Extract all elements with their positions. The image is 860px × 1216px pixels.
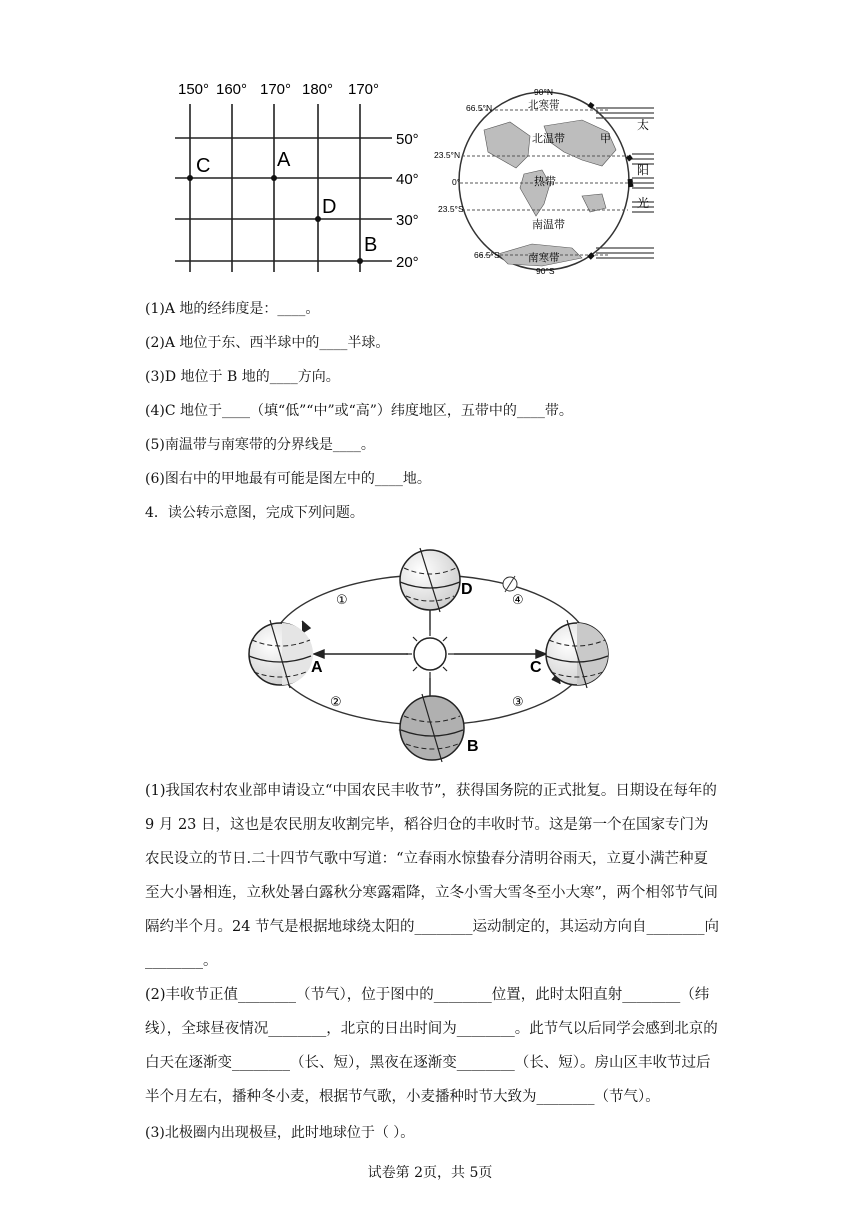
lat-90n: 90°N bbox=[534, 87, 553, 97]
lat-90s: 90°S bbox=[536, 266, 555, 276]
position-b-label: B bbox=[467, 738, 479, 755]
lat-23n: 23.5°N bbox=[434, 150, 461, 160]
segment-3-label: ③ bbox=[512, 694, 524, 709]
lat-label: 50° bbox=[396, 131, 419, 148]
zone-north-frigid: 北寒带 bbox=[528, 99, 560, 111]
earth-revolution-diagram bbox=[240, 530, 620, 770]
zone-tropic: 热带 bbox=[534, 176, 556, 188]
earth-b bbox=[400, 694, 464, 762]
q4-title: 4．读公转示意图，完成下列问题。 bbox=[145, 505, 364, 521]
point-c bbox=[187, 175, 193, 181]
point-d bbox=[315, 216, 321, 222]
zone-north-temperate: 北温带 bbox=[532, 133, 565, 145]
zone-south-frigid: 南寒带 bbox=[528, 252, 560, 264]
point-a bbox=[271, 175, 277, 181]
sun-icon bbox=[406, 630, 454, 678]
lat-label: 20° bbox=[396, 254, 419, 271]
lat-label: 40° bbox=[396, 171, 419, 188]
point-d-label: D bbox=[322, 196, 337, 218]
climate-zones-figure bbox=[432, 84, 664, 276]
q4-paragraph-2: (2)丰收节正值________（节气），位于图中的________位置，此时太阳直射________（纬线），全球昼夜情况________，北京的日出时间为________。此节气以后同学会感到北京的白天在逐渐变________（长、短），黑夜在逐渐变________（长、短）。房山区丰收节过后半个月左右，播种冬小麦，根据节气歌，小麦播种时节大致为________（节气）。 bbox=[145, 987, 718, 1105]
place-jia: 甲 bbox=[600, 133, 611, 145]
position-d-label: D bbox=[461, 581, 473, 598]
lat-label: 30° bbox=[396, 212, 419, 229]
position-a-label: A bbox=[311, 659, 323, 676]
point-c-label: C bbox=[196, 155, 211, 177]
point-b bbox=[357, 258, 363, 264]
position-c-label: C bbox=[530, 659, 542, 676]
sunlight-label-1: 太 bbox=[637, 118, 650, 132]
q4-paragraph-3: (3)北极圈内出现极昼，此时地球位于（ ）。 bbox=[145, 1125, 415, 1141]
sunlight-label-3: 光 bbox=[637, 196, 650, 210]
q4-paragraph-1: (1)我国农村农业部申请设立“中国农民丰收节”，获得国务院的正式批复。日期设在每年的 9 月 23 日，这也是农民朋友收割完毕，稻谷归仓的丰收时节。这是第一个在国家专门为农民设立的节日.二十四节气歌中写道：“立春雨水惊蛰春分清明谷雨天，立夏小满芒种夏至大小暑相连，立秋处暑白露秋分寒露霜降，立冬小雪大雪冬至小大寒”，两个相邻节气间隔约半个月。24 节气是根据地球绕太阳的________运动制定的，其运动方向自________向________。 bbox=[145, 783, 720, 969]
q3-item-3: (3)D 地位于 B 地的____方向。 bbox=[145, 369, 340, 385]
lat-66n: 66.5°N bbox=[466, 103, 493, 113]
lon-label: 180° bbox=[302, 81, 334, 98]
q3-item-4: (4)C 地位于____（填“低”“中”或“高”）纬度地区，五带中的____带。 bbox=[145, 403, 573, 419]
zone-south-temperate: 南温带 bbox=[532, 219, 565, 231]
segment-2-label: ② bbox=[330, 694, 342, 709]
lon-label: 150° bbox=[178, 81, 210, 98]
page-footer: 试卷第 2页，共 5页 bbox=[367, 1165, 493, 1181]
lat-0: 0° bbox=[452, 177, 461, 187]
point-a-label: A bbox=[277, 149, 291, 171]
lat-23s: 23.5°S bbox=[438, 204, 464, 214]
q3-item-2: (2)A 地位于东、西半球中的____半球。 bbox=[145, 335, 390, 351]
lat-lon-grid-figure bbox=[170, 74, 432, 274]
q3-item-6: (6)图右中的甲地最有可能是图左中的____地。 bbox=[145, 471, 431, 487]
earth-d bbox=[400, 548, 460, 612]
q3-item-5: (5)南温带与南寒带的分界线是____。 bbox=[145, 437, 375, 453]
segment-1-label: ① bbox=[336, 592, 348, 607]
point-b-label: B bbox=[364, 234, 378, 256]
lat-66s: 66.5°S bbox=[474, 250, 500, 260]
lon-label: 170° bbox=[260, 81, 292, 98]
lon-label: 160° bbox=[216, 81, 248, 98]
lon-label: 170° bbox=[348, 81, 380, 98]
segment-4-label: ④ bbox=[512, 592, 524, 607]
sunlight-label-2: 阳 bbox=[637, 163, 650, 177]
q3-item-1: (1)A 地的经纬度是：____。 bbox=[145, 301, 320, 317]
